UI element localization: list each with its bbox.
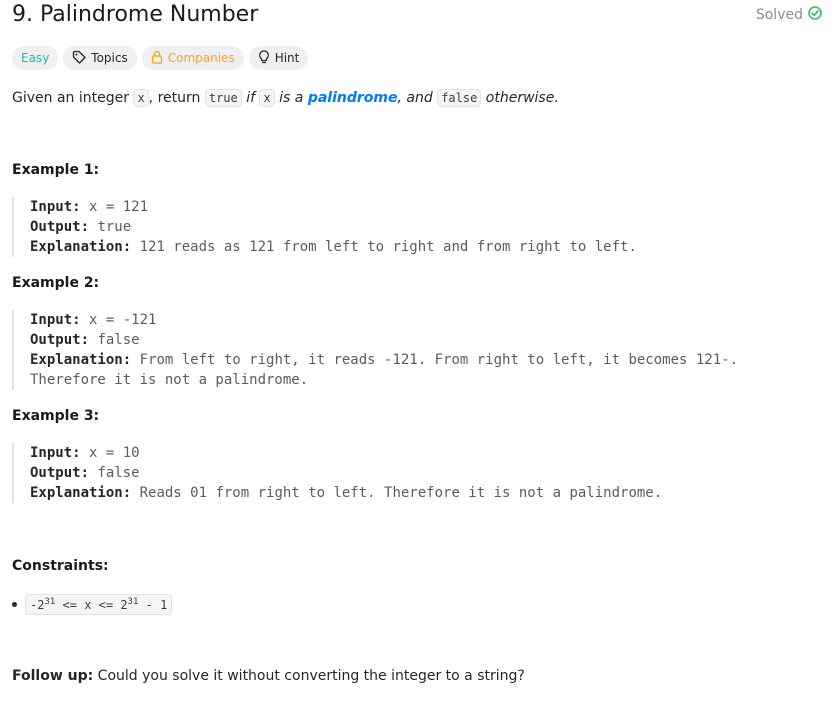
example-output: Output: true [30,219,132,235]
follow-up [12,668,525,684]
check-circle-icon [808,6,822,24]
topics-button[interactable] [63,46,136,70]
example-explanation: Explanation: Reads 01 from right to left. Therefore it is not a palindrome. [30,485,663,501]
example-title: Example 3: [12,408,100,424]
bullet-dot [12,602,17,607]
hint-button[interactable] [249,46,309,70]
tag-icon [72,50,86,67]
desc-text: , return [148,90,205,106]
desc-text: otherwise. [481,90,559,106]
inline-code: x [133,89,148,107]
solved-status [756,6,822,24]
example-block [12,197,802,257]
lock-icon [151,50,163,67]
follow-up-text: Could you solve it without converting the integer to a string? [93,668,525,684]
difficulty-label: Easy [21,51,50,65]
example-explanation: Explanation: From left to right, it reads -121. From right to left, it becomes 121-. Therefore it is not a palindrome. [30,352,739,388]
constraints-title: Constraints: [12,558,109,574]
example-input: Input: x = -121 [30,312,157,328]
follow-up-label: Follow up: [12,668,94,684]
solved-label: Solved [755,7,803,23]
problem-description [12,88,559,108]
example-block [12,310,802,390]
example-output: Output: false [30,465,140,481]
hint-label: Hint [274,51,300,65]
example-block [12,443,802,503]
example-output: Output: false [30,332,140,348]
inline-code: false [437,89,481,107]
example-title: Example 1: [12,162,100,178]
companies-label: Companies [167,51,235,65]
constraint-item [12,594,172,615]
palindrome-link[interactable]: palindrome [307,90,398,106]
desc-text: , and [397,90,438,106]
desc-text: Given an integer [12,90,134,106]
tag-row [12,46,308,70]
problem-title: 9. Palindrome Number [12,2,259,27]
example-explanation: Explanation: 121 reads as 121 from left to right and from right to left. [30,239,637,255]
difficulty-badge[interactable] [12,46,58,70]
desc-text: is a [274,90,308,106]
inline-code: true [205,89,242,107]
companies-button[interactable] [142,46,244,70]
inline-code: x [259,89,274,107]
lightbulb-icon [258,50,270,67]
desc-text: if [241,90,260,106]
example-title: Example 2: [12,275,100,291]
example-input: Input: x = 121 [30,199,149,215]
constraint-code: $-2^{31} <= x <= 2^{31} - 1$ [25,594,172,615]
topics-label: Topics [91,51,128,65]
example-input: Input: x = 10 [30,445,140,461]
